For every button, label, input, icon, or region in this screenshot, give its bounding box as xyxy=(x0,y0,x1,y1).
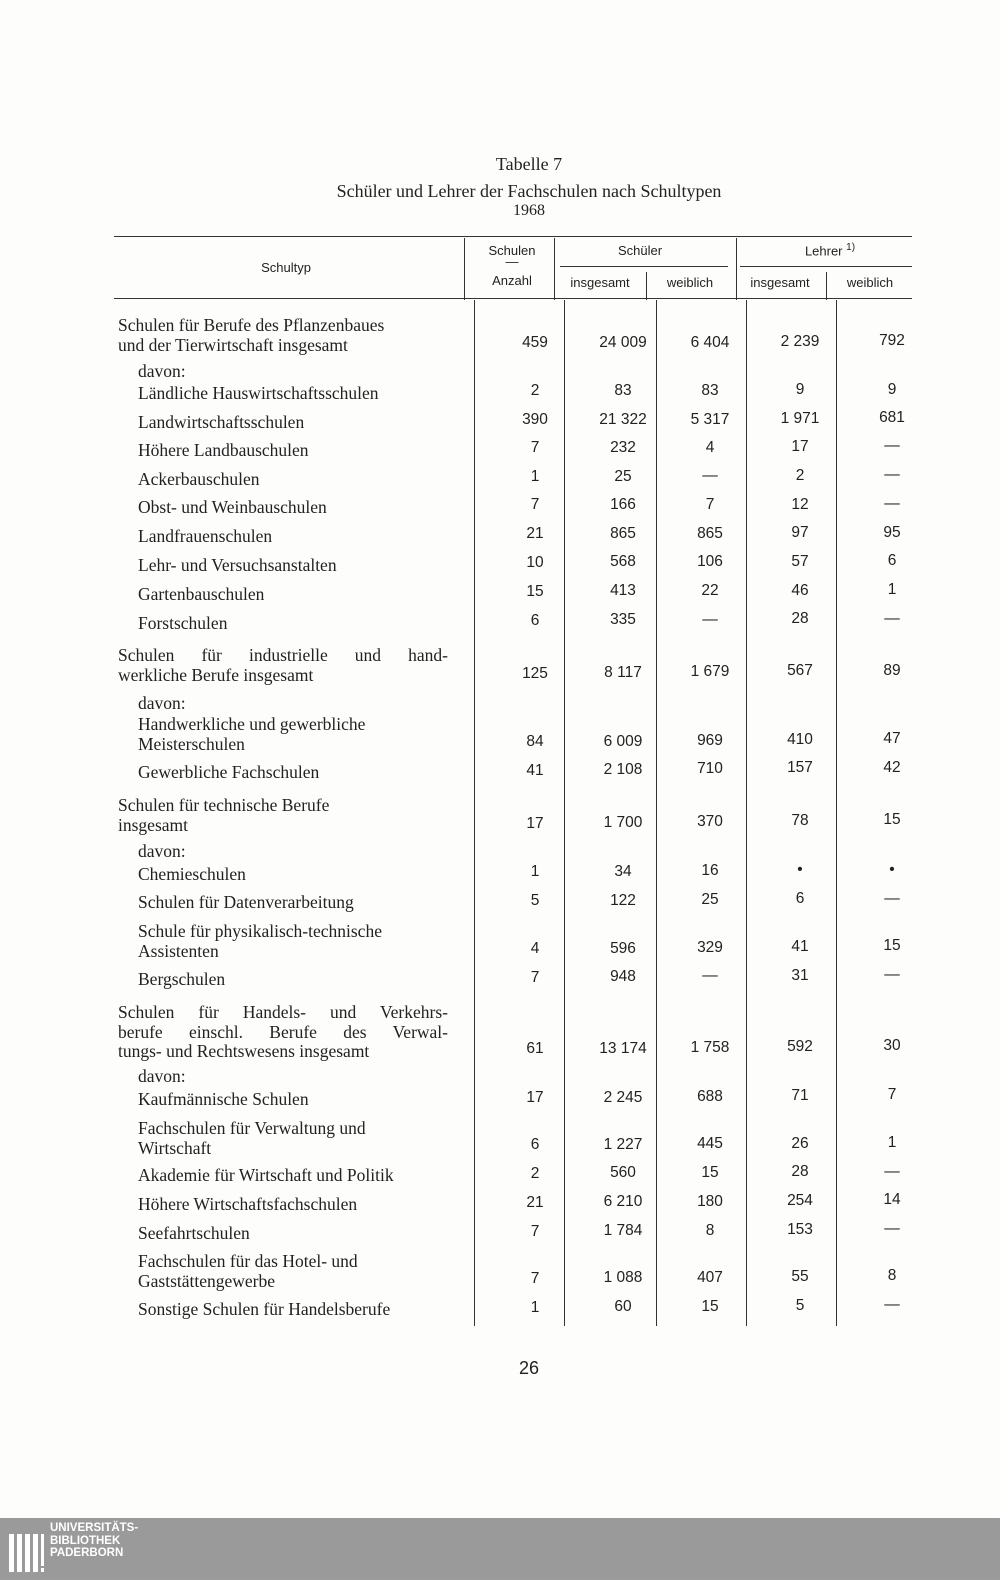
cell-lehrer-weiblich: • xyxy=(889,861,895,878)
cell-lehrer-weiblich: — xyxy=(884,1296,900,1313)
cell-lehrer-weiblich: — xyxy=(884,966,900,983)
cell-lehrer-weiblich: — xyxy=(884,466,900,483)
cell-lehrer-weiblich: 95 xyxy=(883,524,901,541)
cell-lehrer-insgesamt: 78 xyxy=(791,812,809,829)
cell-lehrer-insgesamt: • xyxy=(797,861,803,878)
cell-lehrer-insgesamt: 6 xyxy=(795,890,805,907)
cell-schueler-insgesamt: 568 xyxy=(610,553,636,570)
row-label-davon: davon: xyxy=(138,841,186,861)
library-name: UNIVERSITÄTS- BIBLIOTHEK PADERBORN xyxy=(50,1522,139,1559)
header-schulen-dash: — xyxy=(505,254,519,269)
cell-lehrer-insgesamt: 71 xyxy=(791,1087,809,1104)
cell-schueler-weiblich: 688 xyxy=(697,1088,723,1105)
cell-schueler-insgesamt: 948 xyxy=(610,968,636,985)
cell-schueler-insgesamt: 8 117 xyxy=(604,664,642,681)
cell-schueler-weiblich: 7 xyxy=(705,496,715,513)
cell-lehrer-weiblich: 681 xyxy=(879,409,905,426)
cell-schueler-weiblich: 25 xyxy=(701,891,719,908)
cell-lehrer-weiblich: 15 xyxy=(883,937,901,954)
table-top-rule xyxy=(114,236,912,237)
cell-schueler-insgesamt: 83 xyxy=(614,382,632,399)
cell-schulen: 5 xyxy=(530,892,540,909)
cell-lehrer-weiblich: 8 xyxy=(887,1267,897,1284)
page-number: 26 xyxy=(518,1358,540,1378)
row-label: Schulen für industrielle und hand- werkliche Berufe insgesamt xyxy=(118,645,448,685)
row-label: Landfrauenschulen xyxy=(138,526,273,546)
cell-lehrer-weiblich: — xyxy=(884,610,900,627)
cell-schueler-insgesamt: 2 245 xyxy=(603,1089,643,1106)
cell-schueler-insgesamt: 6 210 xyxy=(603,1193,643,1210)
library-footer xyxy=(0,1518,1000,1580)
cell-schueler-weiblich: 370 xyxy=(697,813,723,830)
cell-schueler-insgesamt: 24 009 xyxy=(599,334,647,351)
column-divider xyxy=(656,300,657,1326)
cell-lehrer-insgesamt: 31 xyxy=(791,967,809,984)
row-label: Forstschulen xyxy=(138,613,228,633)
header-divider xyxy=(736,238,737,300)
cell-lehrer-weiblich: 9 xyxy=(887,381,897,398)
cell-schueler-insgesamt: 1 088 xyxy=(603,1269,643,1286)
cell-schueler-weiblich: 8 xyxy=(705,1222,715,1239)
header-anzahl: Anzahl xyxy=(492,273,532,288)
cell-schulen: 4 xyxy=(530,940,540,957)
cell-schueler-insgesamt: 13 174 xyxy=(599,1040,647,1057)
cell-lehrer-insgesamt: 1 971 xyxy=(780,410,820,427)
cell-schulen: 84 xyxy=(526,733,544,750)
cell-schueler-weiblich: 15 xyxy=(701,1164,719,1181)
row-label: Gewerbliche Fachschulen xyxy=(138,762,320,782)
cell-schulen: 7 xyxy=(530,969,540,986)
cell-schueler-weiblich: — xyxy=(702,611,718,628)
cell-lehrer-weiblich: — xyxy=(884,1220,900,1237)
cell-lehrer-weiblich: 30 xyxy=(883,1037,901,1054)
row-label: Fachschulen für Verwaltung und Wirtschaft xyxy=(138,1118,366,1158)
lehrer-group-rule xyxy=(740,266,912,267)
cell-schueler-insgesamt: 413 xyxy=(610,582,636,599)
header-divider xyxy=(646,272,647,300)
cell-schueler-weiblich: 1 758 xyxy=(690,1039,730,1056)
cell-schulen: 7 xyxy=(530,439,540,456)
cell-schueler-weiblich: 83 xyxy=(701,382,719,399)
row-label: Schule für physikalisch-technische Assistenten xyxy=(138,921,382,961)
cell-schueler-weiblich: 710 xyxy=(697,760,723,777)
row-label: Höhere Wirtschaftsfachschulen xyxy=(138,1194,358,1214)
cell-lehrer-weiblich: 14 xyxy=(883,1191,901,1208)
row-label: Gartenbauschulen xyxy=(138,584,265,604)
cell-schueler-insgesamt: 1 227 xyxy=(603,1136,643,1153)
cell-schueler-insgesamt: 232 xyxy=(610,439,636,456)
header-divider xyxy=(554,238,555,300)
cell-schulen: 6 xyxy=(530,612,540,629)
cell-schulen: 41 xyxy=(526,762,544,779)
cell-schueler-insgesamt: 6 009 xyxy=(603,733,643,750)
cell-lehrer-insgesamt: 26 xyxy=(791,1135,809,1152)
row-label: Höhere Landbauschulen xyxy=(138,440,309,460)
cell-schulen: 7 xyxy=(530,1270,540,1287)
header-divider xyxy=(826,272,827,300)
cell-schueler-insgesamt: 34 xyxy=(614,863,632,880)
cell-schueler-weiblich: 1 679 xyxy=(690,663,730,680)
row-label-davon: davon: xyxy=(138,1066,186,1086)
row-label: Kaufmännische Schulen xyxy=(138,1089,309,1109)
header-schueler: Schüler xyxy=(617,243,663,258)
cell-lehrer-insgesamt: 254 xyxy=(787,1192,813,1209)
cell-schulen: 125 xyxy=(522,665,548,682)
cell-lehrer-weiblich: 792 xyxy=(879,332,905,349)
cell-lehrer-insgesamt: 17 xyxy=(791,438,809,455)
cell-schulen: 1 xyxy=(530,1299,540,1316)
cell-lehrer-weiblich: — xyxy=(884,495,900,512)
cell-schueler-weiblich: 445 xyxy=(697,1135,723,1152)
cell-lehrer-insgesamt: 55 xyxy=(791,1268,809,1285)
cell-lehrer-insgesamt: 46 xyxy=(791,582,809,599)
cell-schueler-weiblich: 106 xyxy=(697,553,723,570)
header-bottom-rule xyxy=(114,298,912,299)
row-label: Schulen für Datenverarbeitung xyxy=(138,892,354,912)
header-divider xyxy=(464,238,465,300)
table-year: 1968 xyxy=(513,202,545,219)
row-label: Handwerkliche und gewerbliche Meisterschulen xyxy=(138,714,366,754)
cell-schulen: 1 xyxy=(530,468,540,485)
cell-lehrer-weiblich: — xyxy=(884,890,900,907)
cell-schueler-insgesamt: 2 108 xyxy=(603,761,643,778)
cell-lehrer-insgesamt: 57 xyxy=(791,553,809,570)
library-logo-icon xyxy=(8,1524,44,1574)
cell-lehrer-insgesamt: 5 xyxy=(795,1297,805,1314)
cell-schulen: 1 xyxy=(530,863,540,880)
row-label: Sonstige Schulen für Handelsberufe xyxy=(138,1299,391,1319)
cell-lehrer-insgesamt: 41 xyxy=(791,938,809,955)
column-divider xyxy=(836,300,837,1326)
cell-schueler-weiblich: — xyxy=(702,467,718,484)
cell-lehrer-weiblich: — xyxy=(884,1163,900,1180)
header-schultyp: Schultyp xyxy=(261,260,311,275)
cell-lehrer-insgesamt: 153 xyxy=(787,1221,813,1238)
cell-schulen: 2 xyxy=(530,382,540,399)
row-label: Schulen für technische Berufe insgesamt xyxy=(118,795,330,835)
cell-schueler-weiblich: 22 xyxy=(701,582,719,599)
row-label: Akademie für Wirtschaft und Politik xyxy=(138,1165,394,1185)
header-lehrer: Lehrer $^{1)}$ xyxy=(804,242,856,259)
cell-lehrer-weiblich: 1 xyxy=(887,581,897,598)
row-label: Seefahrtschulen xyxy=(138,1223,250,1243)
footnote-marker: 1) xyxy=(846,242,856,253)
cell-schueler-insgesamt: 335 xyxy=(610,611,636,628)
cell-schulen: 17 xyxy=(526,1089,544,1106)
cell-lehrer-insgesamt: 12 xyxy=(791,496,809,513)
cell-lehrer-weiblich: 6 xyxy=(887,552,897,569)
cell-lehrer-weiblich: 42 xyxy=(883,759,901,776)
row-label: Landwirtschaftsschulen xyxy=(138,412,305,432)
cell-lehrer-insgesamt: 97 xyxy=(791,524,809,541)
column-divider xyxy=(746,300,747,1326)
header-lehrer-weiblich: weiblich xyxy=(846,275,894,290)
cell-schueler-weiblich: 15 xyxy=(701,1298,719,1315)
cell-schueler-insgesamt: 25 xyxy=(614,468,632,485)
row-label-davon: davon: xyxy=(138,693,186,713)
cell-schulen: 21 xyxy=(526,525,544,542)
cell-lehrer-weiblich: — xyxy=(884,437,900,454)
cell-schueler-insgesamt: 560 xyxy=(610,1164,636,1181)
cell-lehrer-weiblich: 15 xyxy=(883,811,901,828)
row-label: Ackerbauschulen xyxy=(138,469,260,489)
cell-schulen: 7 xyxy=(530,1223,540,1240)
cell-schueler-insgesamt: 1 700 xyxy=(603,814,643,831)
cell-lehrer-weiblich: 1 xyxy=(887,1134,897,1151)
cell-schulen: 6 xyxy=(530,1136,540,1153)
row-label: Obst- und Weinbauschulen xyxy=(138,497,327,517)
cell-schueler-weiblich: 16 xyxy=(701,862,719,879)
cell-schueler-weiblich: 4 xyxy=(705,439,715,456)
cell-lehrer-weiblich: 7 xyxy=(887,1086,897,1103)
cell-lehrer-insgesamt: 9 xyxy=(795,381,805,398)
cell-schueler-weiblich: 407 xyxy=(697,1269,723,1286)
cell-schueler-insgesamt: 865 xyxy=(610,525,636,542)
header-lehrer-insgesamt: insgesamt xyxy=(750,275,810,290)
header-schueler-insgesamt: insgesamt xyxy=(570,275,630,290)
cell-lehrer-insgesamt: 592 xyxy=(787,1038,813,1055)
cell-schueler-insgesamt: 21 322 xyxy=(599,411,647,428)
cell-schueler-weiblich: 180 xyxy=(697,1193,723,1210)
cell-schueler-weiblich: 969 xyxy=(697,732,723,749)
schueler-group-rule xyxy=(560,266,728,267)
row-label: Schulen für Berufe des Pflanzenbaues und der Tierwirtschaft insgesamt xyxy=(118,315,385,355)
row-label: Schulen für Handels- und Verkehrs- berufe einschl. Berufe des Verwal- tungs- und Rechtswesens insgesamt xyxy=(118,1002,448,1061)
cell-schueler-insgesamt: 166 xyxy=(610,496,636,513)
table-title: Schüler und Lehrer der Fachschulen nach Schultypen xyxy=(336,181,722,201)
cell-schueler-weiblich: 865 xyxy=(697,525,723,542)
cell-schulen: 2 xyxy=(530,1165,540,1182)
cell-lehrer-weiblich: 47 xyxy=(883,730,901,747)
cell-schulen: 459 xyxy=(522,334,548,351)
cell-schulen: 15 xyxy=(526,583,544,600)
row-label: Chemieschulen xyxy=(138,864,246,884)
cell-schueler-insgesamt: 1 784 xyxy=(603,1222,643,1239)
cell-schueler-weiblich: 329 xyxy=(697,939,723,956)
cell-lehrer-insgesamt: 410 xyxy=(787,731,813,748)
cell-schueler-insgesamt: 596 xyxy=(610,940,636,957)
cell-schulen: 61 xyxy=(526,1040,544,1057)
header-schulen: Schulen xyxy=(488,243,536,258)
row-label-davon: davon: xyxy=(138,361,186,381)
cell-schulen: 390 xyxy=(522,411,548,428)
cell-lehrer-weiblich: 89 xyxy=(883,662,901,679)
cell-lehrer-insgesamt: 2 xyxy=(795,467,805,484)
cell-schueler-weiblich: — xyxy=(702,967,718,984)
row-label: Ländliche Hauswirtschaftsschulen xyxy=(138,383,379,403)
cell-schulen: 10 xyxy=(526,554,544,571)
cell-lehrer-insgesamt: 28 xyxy=(791,610,809,627)
row-label: Bergschulen xyxy=(138,969,226,989)
header-schueler-weiblich: weiblich xyxy=(666,275,714,290)
cell-lehrer-insgesamt: 157 xyxy=(787,759,813,776)
cell-lehrer-insgesamt: 2 239 xyxy=(780,333,820,350)
cell-lehrer-insgesamt: 567 xyxy=(787,662,813,679)
cell-schueler-insgesamt: 122 xyxy=(610,892,636,909)
row-label: Lehr- und Versuchsanstalten xyxy=(138,555,337,575)
cell-schueler-weiblich: 6 404 xyxy=(690,334,730,351)
cell-schulen: 17 xyxy=(526,815,544,832)
cell-schulen: 21 xyxy=(526,1194,544,1211)
cell-schulen: 7 xyxy=(530,496,540,513)
column-divider xyxy=(474,300,475,1326)
table-label: Tabelle 7 xyxy=(495,154,563,174)
row-label: Fachschulen für das Hotel- und Gaststättengewerbe xyxy=(138,1251,358,1291)
cell-lehrer-insgesamt: 28 xyxy=(791,1163,809,1180)
cell-schueler-insgesamt: 60 xyxy=(614,1298,632,1315)
cell-schueler-weiblich: 5 317 xyxy=(690,411,730,428)
